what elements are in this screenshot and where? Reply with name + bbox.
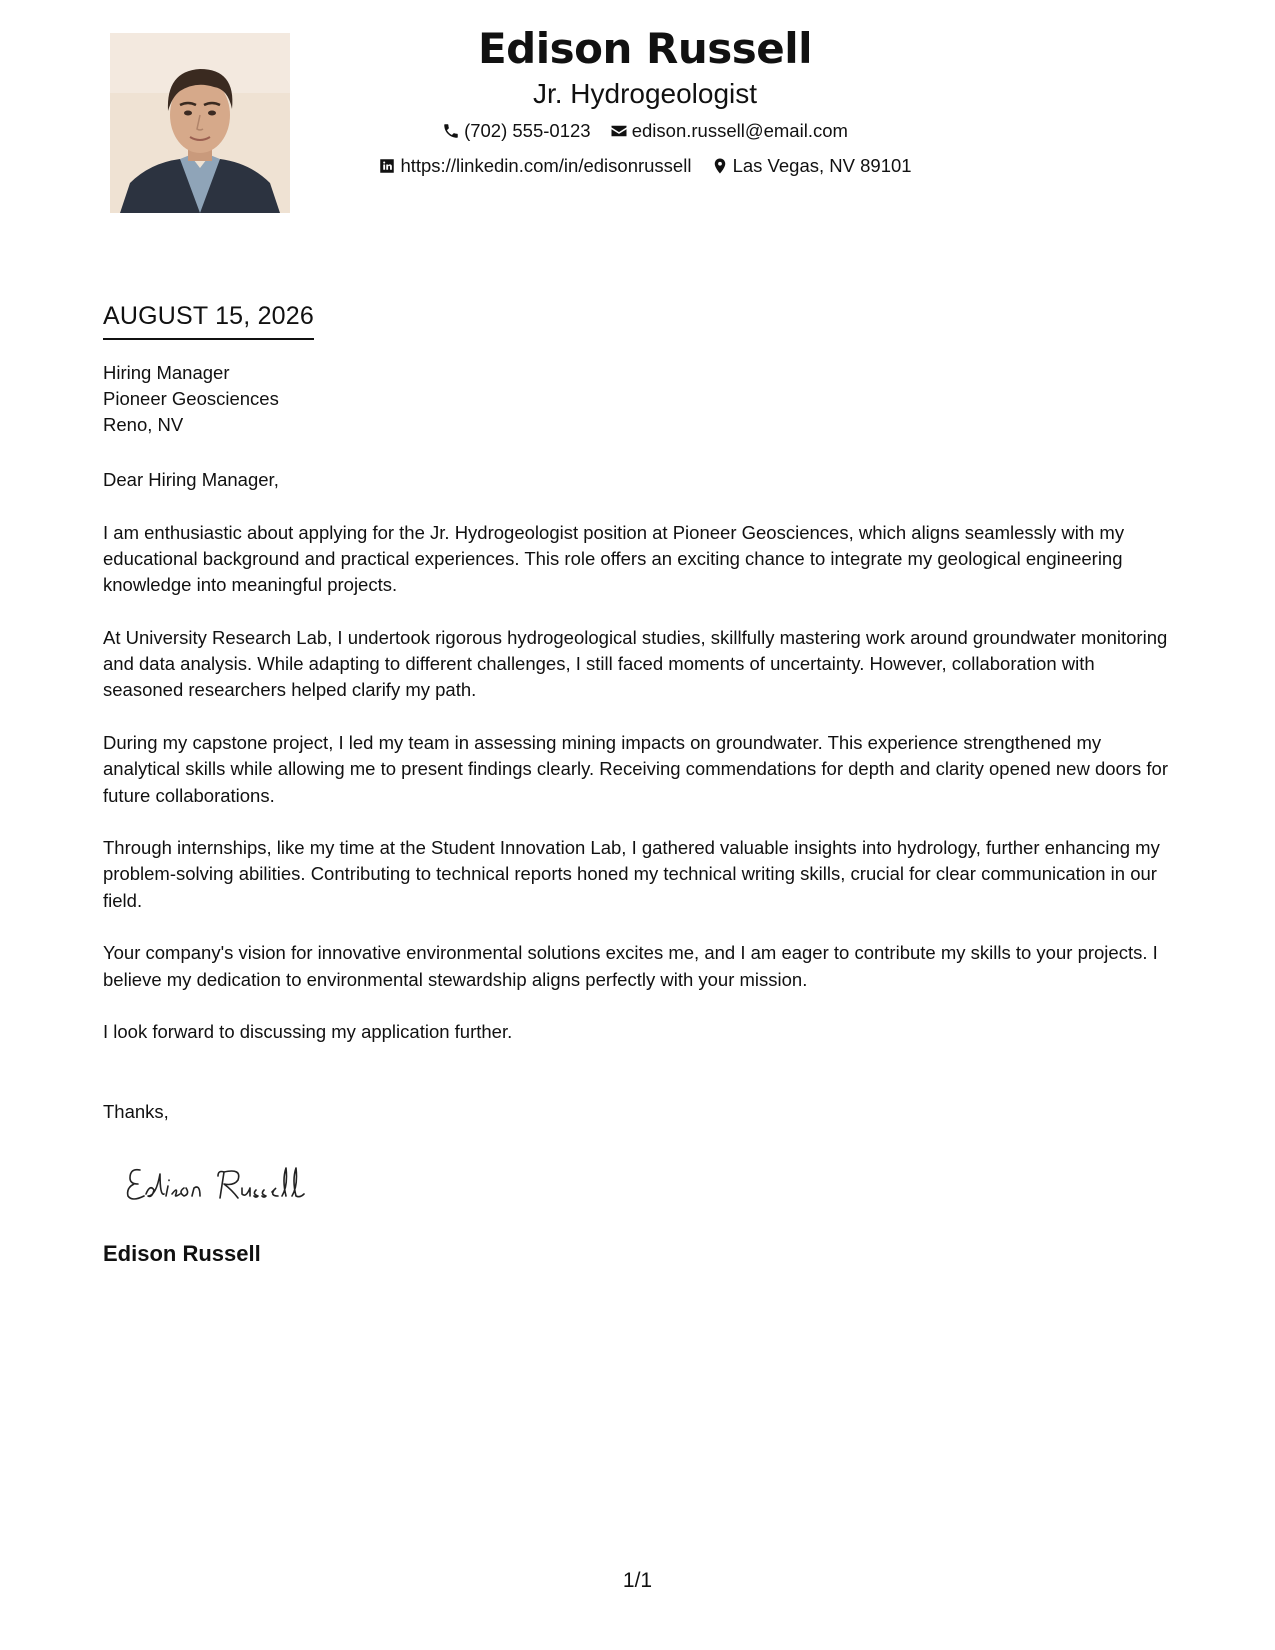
body-paragraph: Your company's vision for innovative environmental solutions excites me, and I am eager to contribute my skills to your projects. I believe my dedication to environmental stewardship aligns perfectly with your mission. xyxy=(103,942,1158,990)
page-number: 1/1 xyxy=(622,1569,653,1592)
location-text: Las Vegas, NV 89101 xyxy=(732,155,912,176)
letter-date: AUGUST 15, 2026 xyxy=(103,300,314,340)
body-paragraph: At University Research Lab, I undertook rigorous hydrogeological studies, skillfully mastering work around groundwater monitoring and data analysis. While adapting to different challenges, I still faced moments of uncertainty. However, collaboration with seasoned researchers helped clarify my path. xyxy=(103,626,1168,701)
recipient-block xyxy=(103,360,279,438)
linkedin-text: https://linkedin.com/in/edisonrussell xyxy=(400,155,692,176)
contact-line-primary xyxy=(330,120,960,145)
linkedin-contact[interactable] xyxy=(378,155,691,177)
body-paragraph: I look forward to discussing my application further. xyxy=(103,1021,513,1043)
email-contact[interactable] xyxy=(610,120,848,142)
recipient-title: Hiring Manager xyxy=(103,362,230,383)
header xyxy=(330,20,960,180)
job-title: Jr. Hydrogeologist xyxy=(532,78,758,109)
linkedin-icon xyxy=(378,157,396,175)
map-pin-icon xyxy=(711,157,729,175)
profile-photo xyxy=(110,33,290,213)
email-text: edison.russell@email.com xyxy=(631,120,848,141)
handwritten-signature xyxy=(120,1150,350,1210)
body-paragraph: During my capstone project, I led my team in assessing mining impacts on groundwater. This experience strengthened my analytical skills while allowing me to present findings clearly. Receiving commendations for depth and clarity opened new doors for future collaborations. xyxy=(103,731,1168,806)
applicant-name: Edison Russell xyxy=(477,24,813,73)
body-paragraph: I am enthusiastic about applying for the Jr. Hydrogeologist position at Pioneer Geosciences, which aligns seamlessly with my educational background and practical experiences. This role offers an exciting chance to integrate my geological engineering knowledge into meaningful projects. xyxy=(103,521,1125,596)
contact-line-secondary xyxy=(330,155,960,180)
envelope-icon xyxy=(610,122,628,140)
signature-name: Edison Russell xyxy=(103,1241,261,1266)
closing: Thanks, xyxy=(103,1101,169,1122)
phone-text: (702) 555-0123 xyxy=(464,120,591,141)
letter-body xyxy=(103,467,1173,1072)
location-contact xyxy=(711,155,912,177)
portrait-image xyxy=(110,33,290,213)
phone-contact[interactable] xyxy=(442,120,591,142)
recipient-company: Pioneer Geosciences xyxy=(103,388,279,409)
recipient-location: Reno, NV xyxy=(103,414,184,435)
body-paragraph: Through internships, like my time at the Student Innovation Lab, I gathered valuable insights into hydrology, further enhancing my problem-solving abilities. Contributing to technical reports honed my technical writing skills, crucial for clear communication in our field. xyxy=(103,837,1160,911)
phone-icon xyxy=(442,122,460,140)
salutation: Dear Hiring Manager, xyxy=(103,469,279,490)
